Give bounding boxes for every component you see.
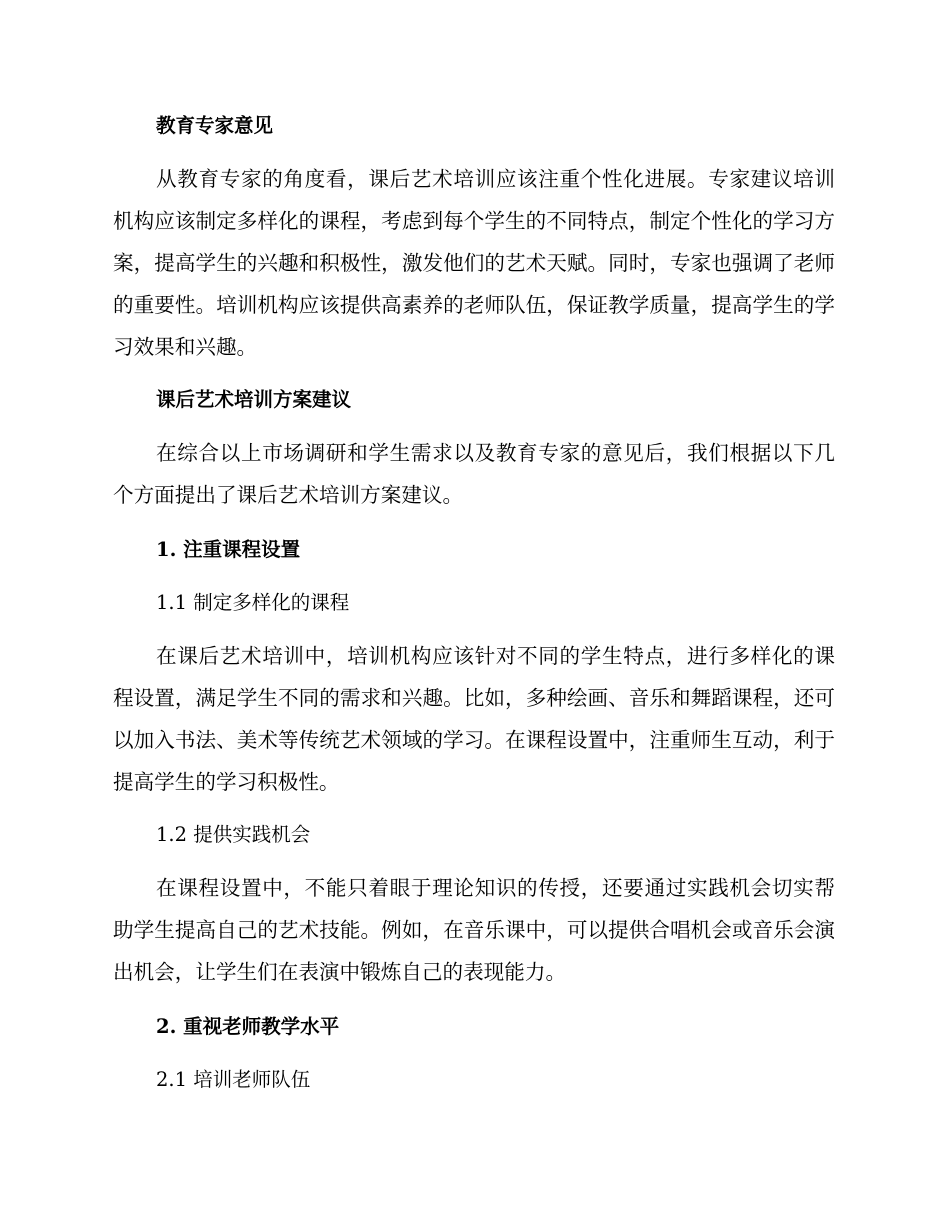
document-page [113, 105, 835, 1101]
paragraph-diverse-courses: 在课后艺术培训中，培训机构应该针对不同的学生特点，进行多样化的课程设置，满足学生不同的需求和兴趣。比如，多种绘画、音乐和舞蹈课程，还可以加入书法、美术等传统艺术领域的学习。在课程设置中，注重师生互动，利于提高学生的学习积极性。 [113, 644, 835, 794]
section-heading-plan-suggestion: 课后艺术培训方案建议 [156, 388, 352, 411]
paragraph-expert-opinion: 从教育专家的角度看，课后艺术培训应该注重个性化进展。专家建议培训机构应该制定多样化的课程，考虑到每个学生的不同特点，制定个性化的学习方案，提高学生的兴趣和积极性，激发他们的艺术天赋。同时，专家也强调了老师的重要性。培训机构应该提供高素养的老师队伍，保证教学质量，提高学生的学习效果和兴趣。 [113, 167, 835, 359]
paragraph-plan-suggestion: 在综合以上市场调研和学生需求以及教育专家的意见后，我们根据以下几个方面提出了课后艺术培训方案建议。 [113, 441, 835, 507]
paragraph-practice-opportunities: 在课程设置中，不能只着眼于理论知识的传授，还要通过实践机会切实帮助学生提高自己的艺术技能。例如，在音乐课中，可以提供合唱机会或音乐会演出机会，让学生们在表演中锻炼自己的表现能力。 [113, 876, 835, 984]
subheading-practice-opportunities: 1.2 提供实践机会 [156, 823, 311, 846]
heading-course-setting: 1. 注重课程设置 [156, 538, 301, 561]
subheading-train-teachers: 2.1 培训老师队伍 [156, 1068, 311, 1091]
subheading-diverse-courses: 1.1 制定多样化的课程 [156, 591, 350, 614]
heading-teacher-quality: 2. 重视老师教学水平 [156, 1015, 340, 1038]
section-heading-expert-opinion: 教育专家意见 [156, 114, 274, 137]
